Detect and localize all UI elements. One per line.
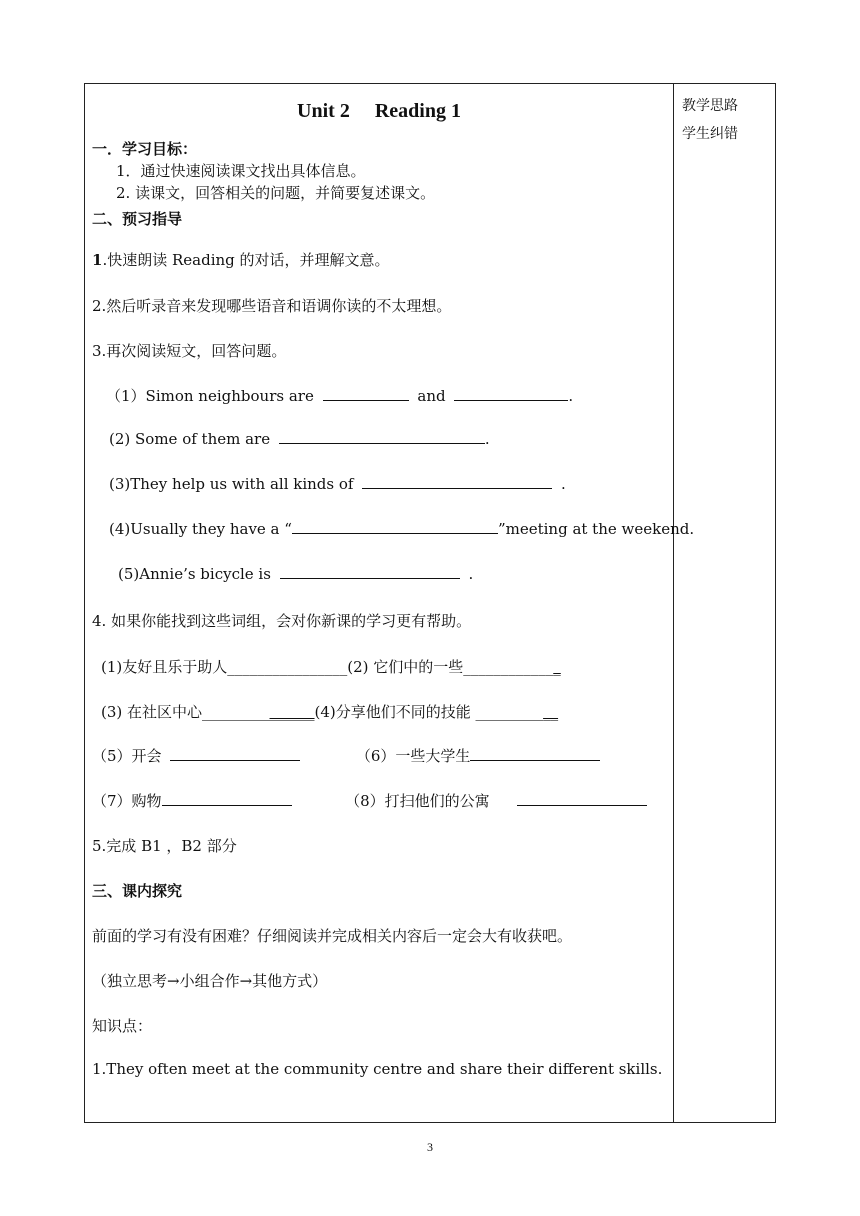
phrase-row-1 [101,656,561,677]
question-4-prefix: (4)Usually they have a “ [109,520,292,538]
phrase-row-2 [101,701,558,722]
answer-blank[interactable] [170,759,300,761]
question-2 [109,430,490,448]
question-1-end: . [568,387,574,405]
phrase-row-1-tail: _ [553,658,561,676]
phrase-8: （8）打扫他们的公寓 [345,792,490,810]
question-2-prefix: (2) Some of them are [109,430,271,448]
phrase-row-3 [92,745,604,766]
preview-heading: 二、预习指导 [92,210,183,228]
phrase-3: (3) 在社区中心_________ [101,703,270,721]
explore-method: （独立思考→小组合作→其他方式） [92,972,328,990]
answer-blank[interactable] [292,532,498,534]
answer-blank[interactable] [517,804,647,806]
question-5-prefix: (5)Annie’s bicycle is [118,565,271,583]
goal-item-1: 1．通过快速阅读课文找出具体信息。 [116,162,366,180]
knowledge-heading: 知识点： [92,1017,153,1035]
phrase-4: (4)分享他们不同的技能 _________ [314,703,544,721]
phrase-1-2: (1)友好且乐于助人________________(2) 它们中的一些____________ [101,658,554,676]
column-divider [673,84,674,1122]
answer-blank[interactable] [362,487,552,489]
phrase-4-tail: __ [543,703,559,721]
step-1-text: .快速朗读 Reading 的对话，并理解文意。 [102,251,390,269]
question-4-suffix: ”meeting at the weekend. [497,520,695,538]
side-label-teaching: 教学思路 [682,98,738,114]
explore-heading: 三、课内探究 [92,882,183,900]
preview-step-4: 4. 如果你能找到这些词组，会对你新课的学习更有帮助。 [92,612,472,630]
preview-step-1 [92,249,390,270]
question-5 [118,565,473,583]
preview-step-2: 2.然后听录音来发现哪些语音和语调你读的不太理想。 [92,297,452,315]
question-3-prefix: (3)They help us with all kinds of [109,475,354,493]
phrase-row-4 [92,790,651,811]
phrase-3-gap: ______ [269,703,315,721]
question-1-prefix: （1）Simon neighbours are [106,387,314,405]
page-number: 3 [427,1140,433,1154]
answer-blank[interactable] [162,804,292,806]
answer-blank[interactable] [280,577,460,579]
knowledge-point-1: 1.They often meet at the community centre and share their different skills. [92,1060,663,1078]
question-1-and: and [417,387,446,405]
worksheet-table [84,83,776,1123]
question-1 [106,385,573,406]
side-column [682,92,738,148]
preview-step-5: 5.完成 B1 ，B2 部分 [92,837,237,855]
step-1-number: 1 [92,251,103,269]
answer-blank[interactable] [323,399,409,401]
side-label-correction: 学生纠错 [682,126,738,142]
question-2-end: . [484,430,490,448]
page-title: Unit 2 Reading 1 [297,100,461,122]
phrase-5: （5）开会 [92,747,162,765]
question-3 [109,475,566,493]
goal-item-2: 2. 读课文，回答相关的问题，并简要复述课文。 [116,184,436,202]
goals-heading: 一．学习目标： [92,140,198,158]
answer-blank[interactable] [470,759,600,761]
question-5-end: . [468,565,474,583]
answer-blank[interactable] [454,399,568,401]
preview-step-3: 3.再次阅读短文，回答问题。 [92,342,287,360]
question-4 [109,520,694,538]
explore-intro: 前面的学习有没有困难？仔细阅读并完成相关内容后一定会大有收获吧。 [92,927,573,945]
answer-blank[interactable] [279,442,485,444]
question-3-end: . [561,475,566,493]
phrase-6: （6）一些大学生 [355,747,471,765]
phrase-7: （7）购物 [92,792,162,810]
